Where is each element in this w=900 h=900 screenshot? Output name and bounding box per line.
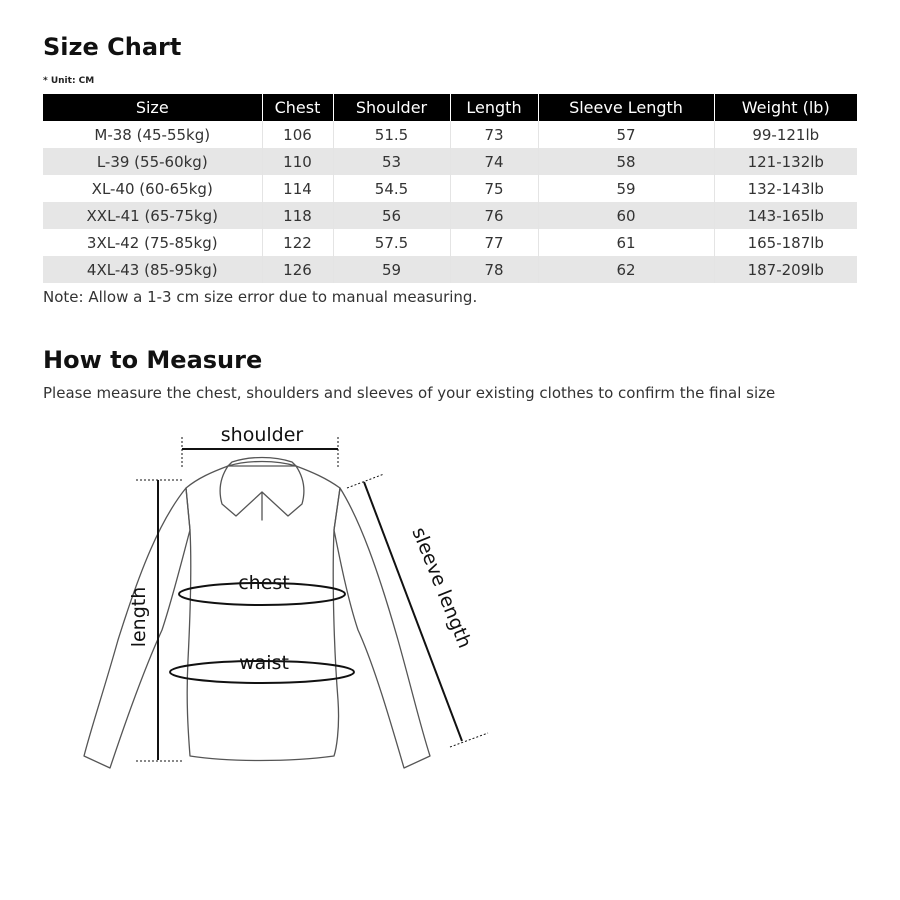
- table-cell: 122: [262, 229, 333, 256]
- column-header-shoulder: Shoulder: [333, 94, 450, 121]
- how-to-measure-title: How to Measure: [43, 346, 263, 374]
- measurement-note: Note: Allow a 1-3 cm size error due to manual measuring.: [43, 288, 478, 306]
- table-cell: 121-132lb: [714, 148, 857, 175]
- table-cell: XXL-41 (65-75kg): [43, 202, 262, 229]
- table-cell: 78: [450, 256, 538, 283]
- table-cell: 53: [333, 148, 450, 175]
- table-cell: 73: [450, 121, 538, 148]
- shoulder-label: shoulder: [220, 424, 304, 446]
- table-cell: 110: [262, 148, 333, 175]
- table-cell: 75: [450, 175, 538, 202]
- table-cell: 143-165lb: [714, 202, 857, 229]
- chest-label: chest: [238, 572, 290, 594]
- table-cell: XL-40 (60-65kg): [91, 179, 213, 198]
- table-cell: 106: [262, 121, 333, 148]
- table-cell: 61: [538, 229, 714, 256]
- table-cell: 58: [538, 148, 714, 175]
- table-cell: L-39 (55-60kg): [43, 148, 262, 175]
- table-cell: M-38 (45-55kg): [94, 125, 211, 144]
- column-header-sleeve-length: Sleeve Length: [538, 94, 714, 121]
- column-header-size: Size: [43, 94, 262, 121]
- column-header-weight: Weight (lb): [714, 94, 857, 121]
- table-cell: 74: [450, 148, 538, 175]
- column-header-chest: Chest: [262, 94, 333, 121]
- table-cell: 56: [333, 202, 450, 229]
- table-cell: 51.5: [333, 121, 450, 148]
- length-label: length: [128, 586, 150, 648]
- table-cell: 132-143lb: [714, 175, 857, 202]
- table-cell: 126: [262, 256, 333, 283]
- sleeve-length-measure: [347, 474, 488, 747]
- table-cell: 57.5: [333, 229, 450, 256]
- table-cell: 54.5: [333, 175, 450, 202]
- table-cell: 4XL-43 (85-95kg): [43, 256, 262, 283]
- table-cell: 77: [450, 229, 538, 256]
- table-cell: 114: [262, 175, 333, 202]
- table-cell: 57: [538, 121, 714, 148]
- unit-note: * Unit: CM: [43, 76, 95, 86]
- waist-label: waist: [239, 652, 289, 674]
- table-cell: 99-121lb: [714, 121, 857, 148]
- table-cell: 60: [538, 202, 714, 229]
- table-cell: 62: [538, 256, 714, 283]
- table-cell: 118: [262, 202, 333, 229]
- measure-description: Please measure the chest, shoulders and sleeves of your existing clothes to confirm the final size: [43, 384, 776, 402]
- table-cell: 59: [538, 175, 714, 202]
- column-header-length: Length: [450, 94, 538, 121]
- table-cell: 165-187lb: [714, 229, 857, 256]
- sleeve-length-label: sleeve length: [407, 524, 476, 652]
- table-cell: 3XL-42 (75-85kg): [86, 233, 218, 252]
- table-cell: 187-209lb: [714, 256, 857, 283]
- table-cell: 59: [333, 256, 450, 283]
- table-cell: 76: [450, 202, 538, 229]
- size-chart-title: Size Chart: [43, 33, 182, 61]
